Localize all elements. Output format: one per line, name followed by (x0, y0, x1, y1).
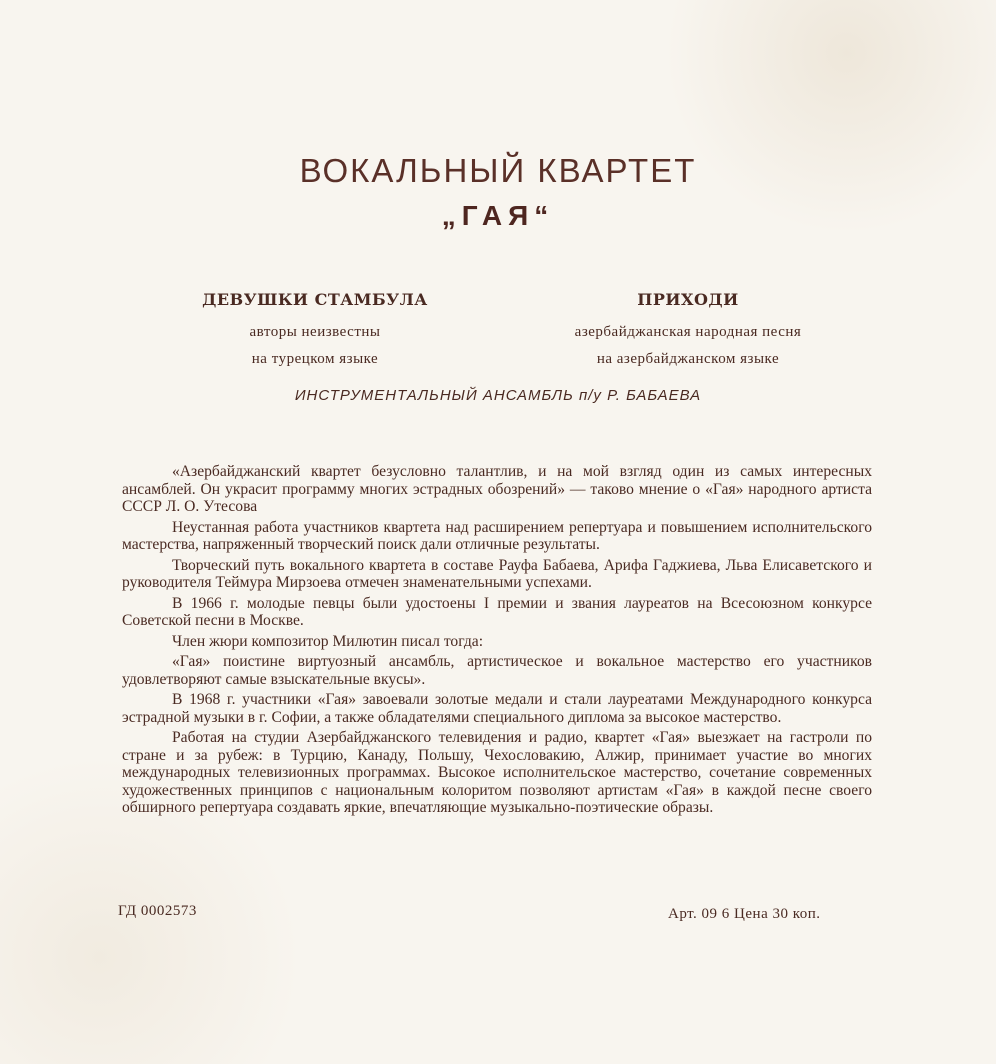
song-authors: авторы неизвестны (249, 324, 381, 340)
song-title: ДЕВУШКИ СТАМБУЛА (202, 290, 428, 309)
paragraph: В 1966 г. молодые певцы были удостоены I премии и звания лауреатов на Всесоюзном конкурсе Советской песни в Москве. (122, 594, 872, 629)
catalog-code: ГД 0002573 (118, 903, 197, 919)
quartet-title: ВОКАЛЬНЫЙ КВАРТЕТ (299, 152, 697, 189)
ensemble-credit: ИНСТРУМЕНТАЛЬНЫЙ АНСАМБЛЬ п/у Р. БАБАЕВА (294, 387, 702, 404)
song-language: на турецком языке (251, 351, 379, 367)
paragraph: Работая на студии Азербайджанского телевидения и радио, квартет «Гая» выезжает на гастроли по стране и за рубеж: в Турцию, Канаду, Польшу, Чехословакию, Алжир, принимает участие во многих международных телевизионных программах. Высокое исполнительское мастерство, сочетание современных художественных принципов с национальным колоритом позволяют артистам «Гая» в каждой песне своего обширного репертуара создавать яркие, впечатляющие музыкально-поэтические образы. (122, 729, 872, 816)
song-language: на азербайджанском языке (596, 351, 780, 367)
song-block-2 (538, 290, 838, 373)
paragraph: «Азербайджанский квартет безусловно талантлив, и на мой взгляд один из самых интересных ансамблей. Он украсит программу многих эстрадных обозрений» — таково мнение о «Гая» народного артиста СССР Л. О. Утесова (122, 463, 872, 515)
paragraph: Творческий путь вокального квартета в составе Рауфа Бабаева, Арифа Гаджиева, Льва Елисаветского и руководителя Теймура Мирзоева отмечен знаменательными успехами. (122, 556, 872, 591)
song-block-1 (165, 290, 465, 373)
liner-notes (122, 463, 872, 820)
paragraph: «Гая» поистине виртуозный ансамбль, артистическое и вокальное мастерство его участников удовлетворяют самые взыскательные вкусы». (122, 653, 872, 688)
paragraph: Член жюри композитор Милютин писал тогда: (172, 632, 484, 650)
quartet-name: „ГАЯ“ (441, 200, 555, 231)
paragraph: Неустанная работа участников квартета над расширением репертуара и повышением исполнительского мастерства, напряженный творческий поиск дали отличные результаты. (122, 518, 872, 553)
price-label: Арт. 09 6 Цена 30 коп. (668, 906, 821, 922)
song-authors: азербайджанская народная песня (574, 324, 802, 340)
song-title: ПРИХОДИ (637, 290, 739, 309)
paragraph: В 1968 г. участники «Гая» завоевали золотые медали и стали лауреатами Международного конкурса эстрадной музыки в г. Софии, а также обладателями специального диплома за высокое мастерство. (122, 691, 872, 726)
